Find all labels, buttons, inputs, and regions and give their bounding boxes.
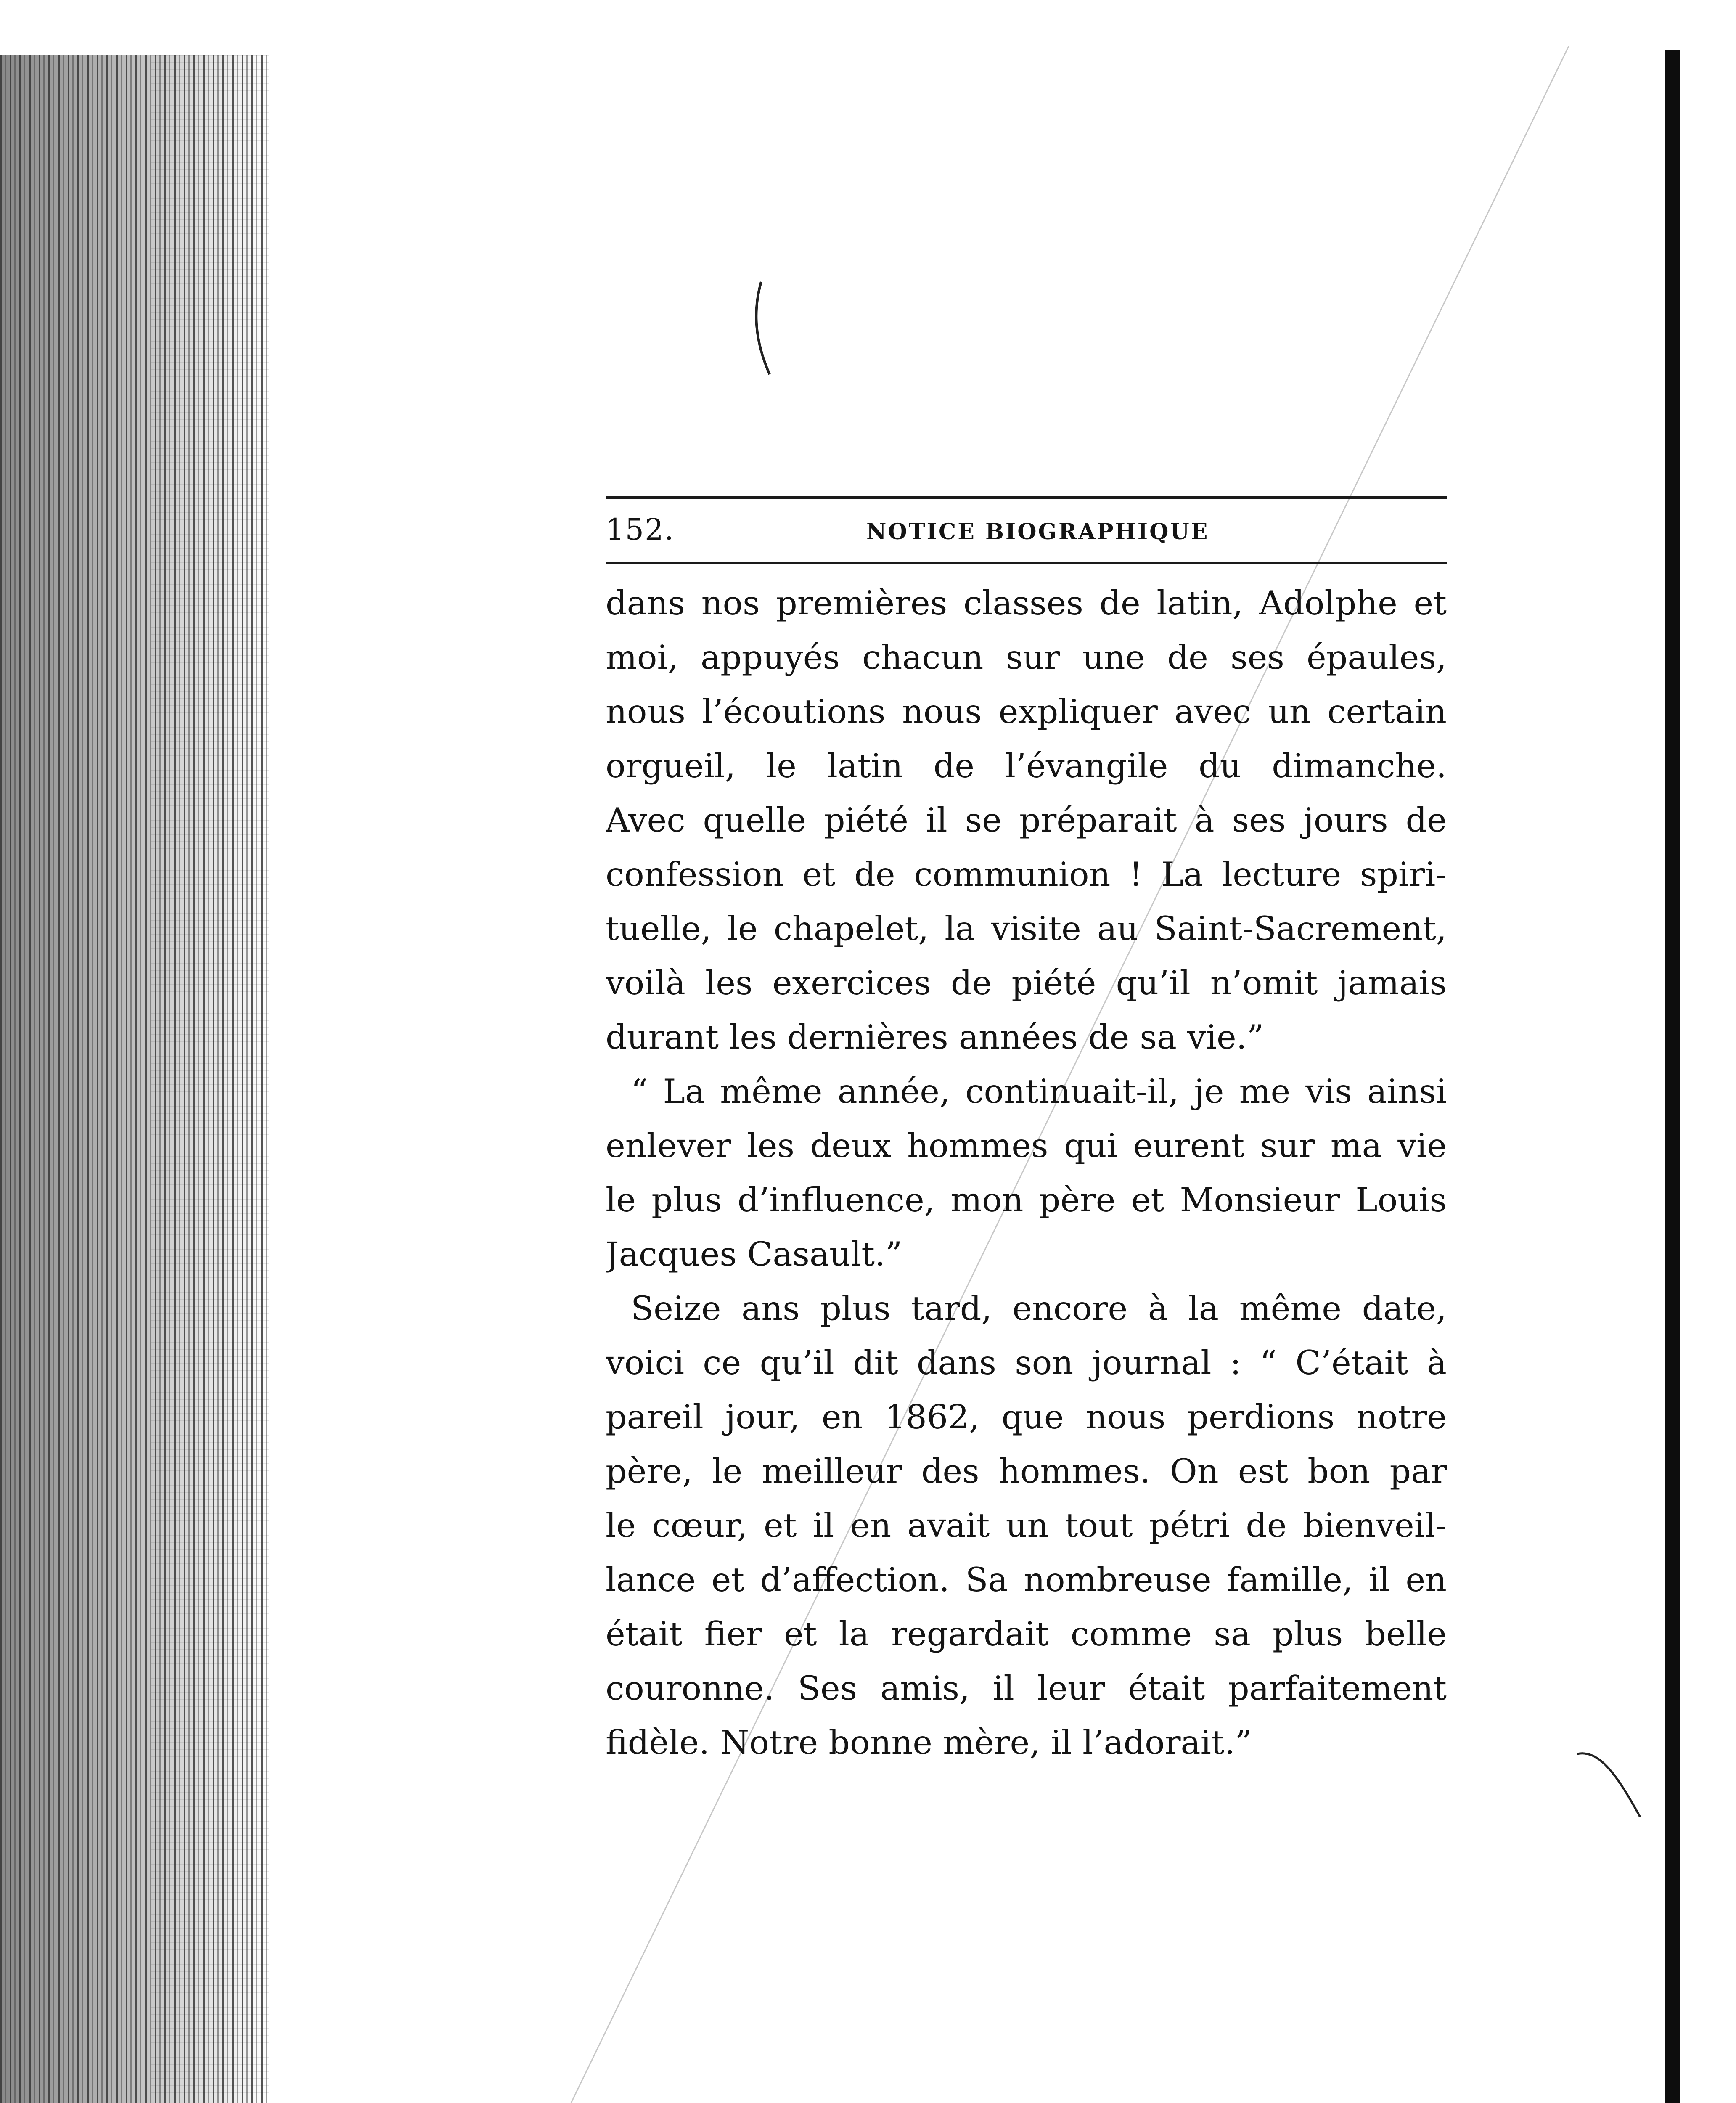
paragraph-text bbox=[606, 1282, 1447, 1770]
text-line: orgueil, le latin de l’évangile du dimanche. bbox=[606, 747, 1447, 785]
text-line: père, le meilleur des hommes. On est bon par bbox=[606, 1452, 1447, 1491]
text-line: “ La même année, continuait-il, je me vis ainsi bbox=[631, 1072, 1447, 1111]
running-head bbox=[606, 499, 1447, 562]
text-line: voici ce qu’il dit dans son journal : “ C’était à bbox=[606, 1343, 1447, 1382]
text-line: pareil jour, en 1862, que nous perdions notre bbox=[606, 1398, 1447, 1436]
text-line: tuelle, le chapelet, la visite au Saint-Sacrement, bbox=[606, 909, 1447, 948]
text-line: lance et d’affection. Sa nombreuse famille, il en bbox=[606, 1560, 1447, 1599]
text-line: Jacques Casault.” bbox=[606, 1235, 902, 1274]
paragraph-text bbox=[606, 1065, 1447, 1282]
text-line: fidèle. Notre bonne mère, il l’adorait.” bbox=[606, 1723, 1252, 1762]
text-line: le plus d’influence, mon père et Monsieur Louis bbox=[606, 1181, 1447, 1219]
text-line: Avec quelle piété il se préparait à ses jours de bbox=[606, 801, 1447, 840]
running-title: NOTICE BIOGRAPHIQUE bbox=[866, 519, 1209, 545]
text-line: le cœur, et il en avait un tout pétri de bienveil- bbox=[606, 1506, 1447, 1545]
pencil-mark bbox=[1573, 1745, 1649, 1830]
text-line: couronne. Ses amis, il leur était parfaitement bbox=[606, 1669, 1447, 1708]
text-line: dans nos premières classes de latin, Adolphe et bbox=[606, 584, 1447, 622]
text-line: était fier et la regardait comme sa plus belle bbox=[606, 1615, 1447, 1653]
paragraph bbox=[606, 1065, 1447, 1282]
scan-border-bar bbox=[1665, 50, 1680, 2103]
text-line: moi, appuyés chacun sur une de ses épaules, bbox=[606, 638, 1447, 677]
body-text bbox=[606, 564, 1447, 1770]
paragraph bbox=[606, 1282, 1447, 1770]
text-line: nous l’écoutions nous expliquer avec un certain bbox=[606, 692, 1447, 731]
text-line: voilà les exercices de piété qu’il n’omit jamais bbox=[606, 964, 1447, 1002]
text-line: Seize ans plus tard, encore à la même date, bbox=[631, 1289, 1447, 1328]
scanned-book-edge bbox=[0, 55, 269, 2103]
text-line: enlever les deux hommes qui eurent sur ma vie bbox=[606, 1126, 1447, 1165]
text-line: durant les dernières années de sa vie.” bbox=[606, 1018, 1264, 1057]
page-number: 152. bbox=[606, 512, 675, 547]
text-line: confession et de communion ! La lecture spiri- bbox=[606, 855, 1447, 894]
paragraph bbox=[606, 576, 1447, 1065]
book-page bbox=[606, 496, 1447, 1770]
pencil-mark bbox=[749, 278, 782, 379]
paragraph-text bbox=[606, 576, 1447, 1065]
